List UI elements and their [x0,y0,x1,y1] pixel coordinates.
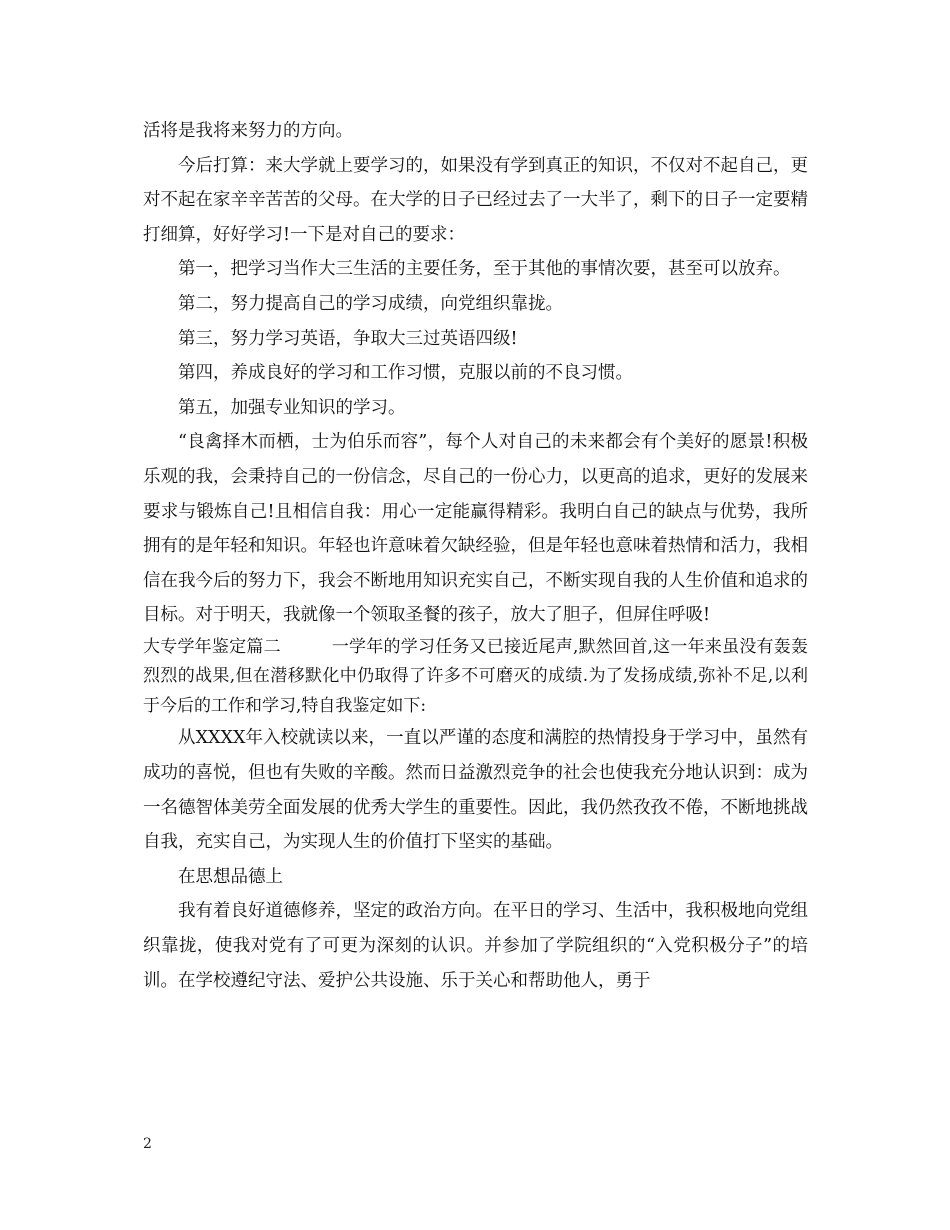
section-heading: 大专学年鉴定篇二 [143,636,281,657]
section-paragraph [143,633,808,722]
paragraph: 第四，养成良好的学习和工作习惯，克服以前的不良习惯。 [178,363,633,384]
paragraph: 我有着良好道德修养，坚定的政治方向。在平日的学习、生活中，我积极地向党组织靠拢，使我对党有了可更为深刻的认识。并参加了学院组织的“入党积极分子”的培训。在学校遵纪守法、爱护公共设施、乐于关心和帮助他人，勇于 [143,901,808,991]
paragraph: 从XXXX年入校就读以来，一直以严谨的态度和满腔的热情投身于学习中，虽然有成功的喜悦，但也有失败的辛酸。然而日益激烈竞争的社会也使我充分地认识到：成为一名德智体美劳全面发展的优秀大学生的重要性。因此，我仍然孜孜不倦，不断地挑战自我，充实自己，为实现人生的价值打下坚实的基础。 [143,728,808,853]
body-text [143,114,808,998]
paragraph: “良禽择木而栖，士为伯乐而容”，每个人对自己的未来都会有个美好的愿景!积极乐观的我，会秉持自己的一份信念，尽自己的一份心力，以更高的追求，更好的发展来要求与锻炼自己!且相信自我：用心一定能赢得精彩。我明白自己的缺点与优势，我所拥有的是年轻和知识。年轻也许意味着欠缺经验，但是年轻也意味着热情和活力，我相信在我今后的努力下，我会不断地用知识充实自己，不断实现自我的人生价值和追求的目标。对于明天，我就像一个领取圣餐的孩子，放大了胆子，但屏住呼吸! [143,432,808,626]
paragraph: 第三，努力学习英语，争取大三过英语四级! [178,328,518,349]
paragraph: 第二，努力提高自己的学习成绩，向党组织靠拢。 [178,293,563,314]
paragraph: 活将是我将来努力的方向。 [143,121,353,141]
paragraph: 第一，把学习当作大三生活的主要任务，至于其他的事情次要，甚至可以放弃。 [178,259,791,280]
paragraph: 第五，加强专业知识的学习。 [178,397,406,418]
paragraph: 今后打算：来大学就上要学习的，如果没有学到真正的知识，不仅对不起自己，更对不起在家辛辛苦苦的父母。在大学的日子已经过去了一大半了，剩下的日子一定要精打细算，好好学习!一下是对自己的要求： [143,155,808,245]
paragraph: 在思想品德上 [178,866,283,887]
page-number: 2 [143,1136,152,1152]
section-intro-text: 一学年的学习任务又已接近尾声,默然回首,这一年来虽没有轰轰烈烈的战果,但在潜移默化中仍取得了许多不可磨灭的成绩.为了发扬成绩,弥补不足,以利于今后的工作和学习,特自我鉴定如下: [143,636,809,716]
